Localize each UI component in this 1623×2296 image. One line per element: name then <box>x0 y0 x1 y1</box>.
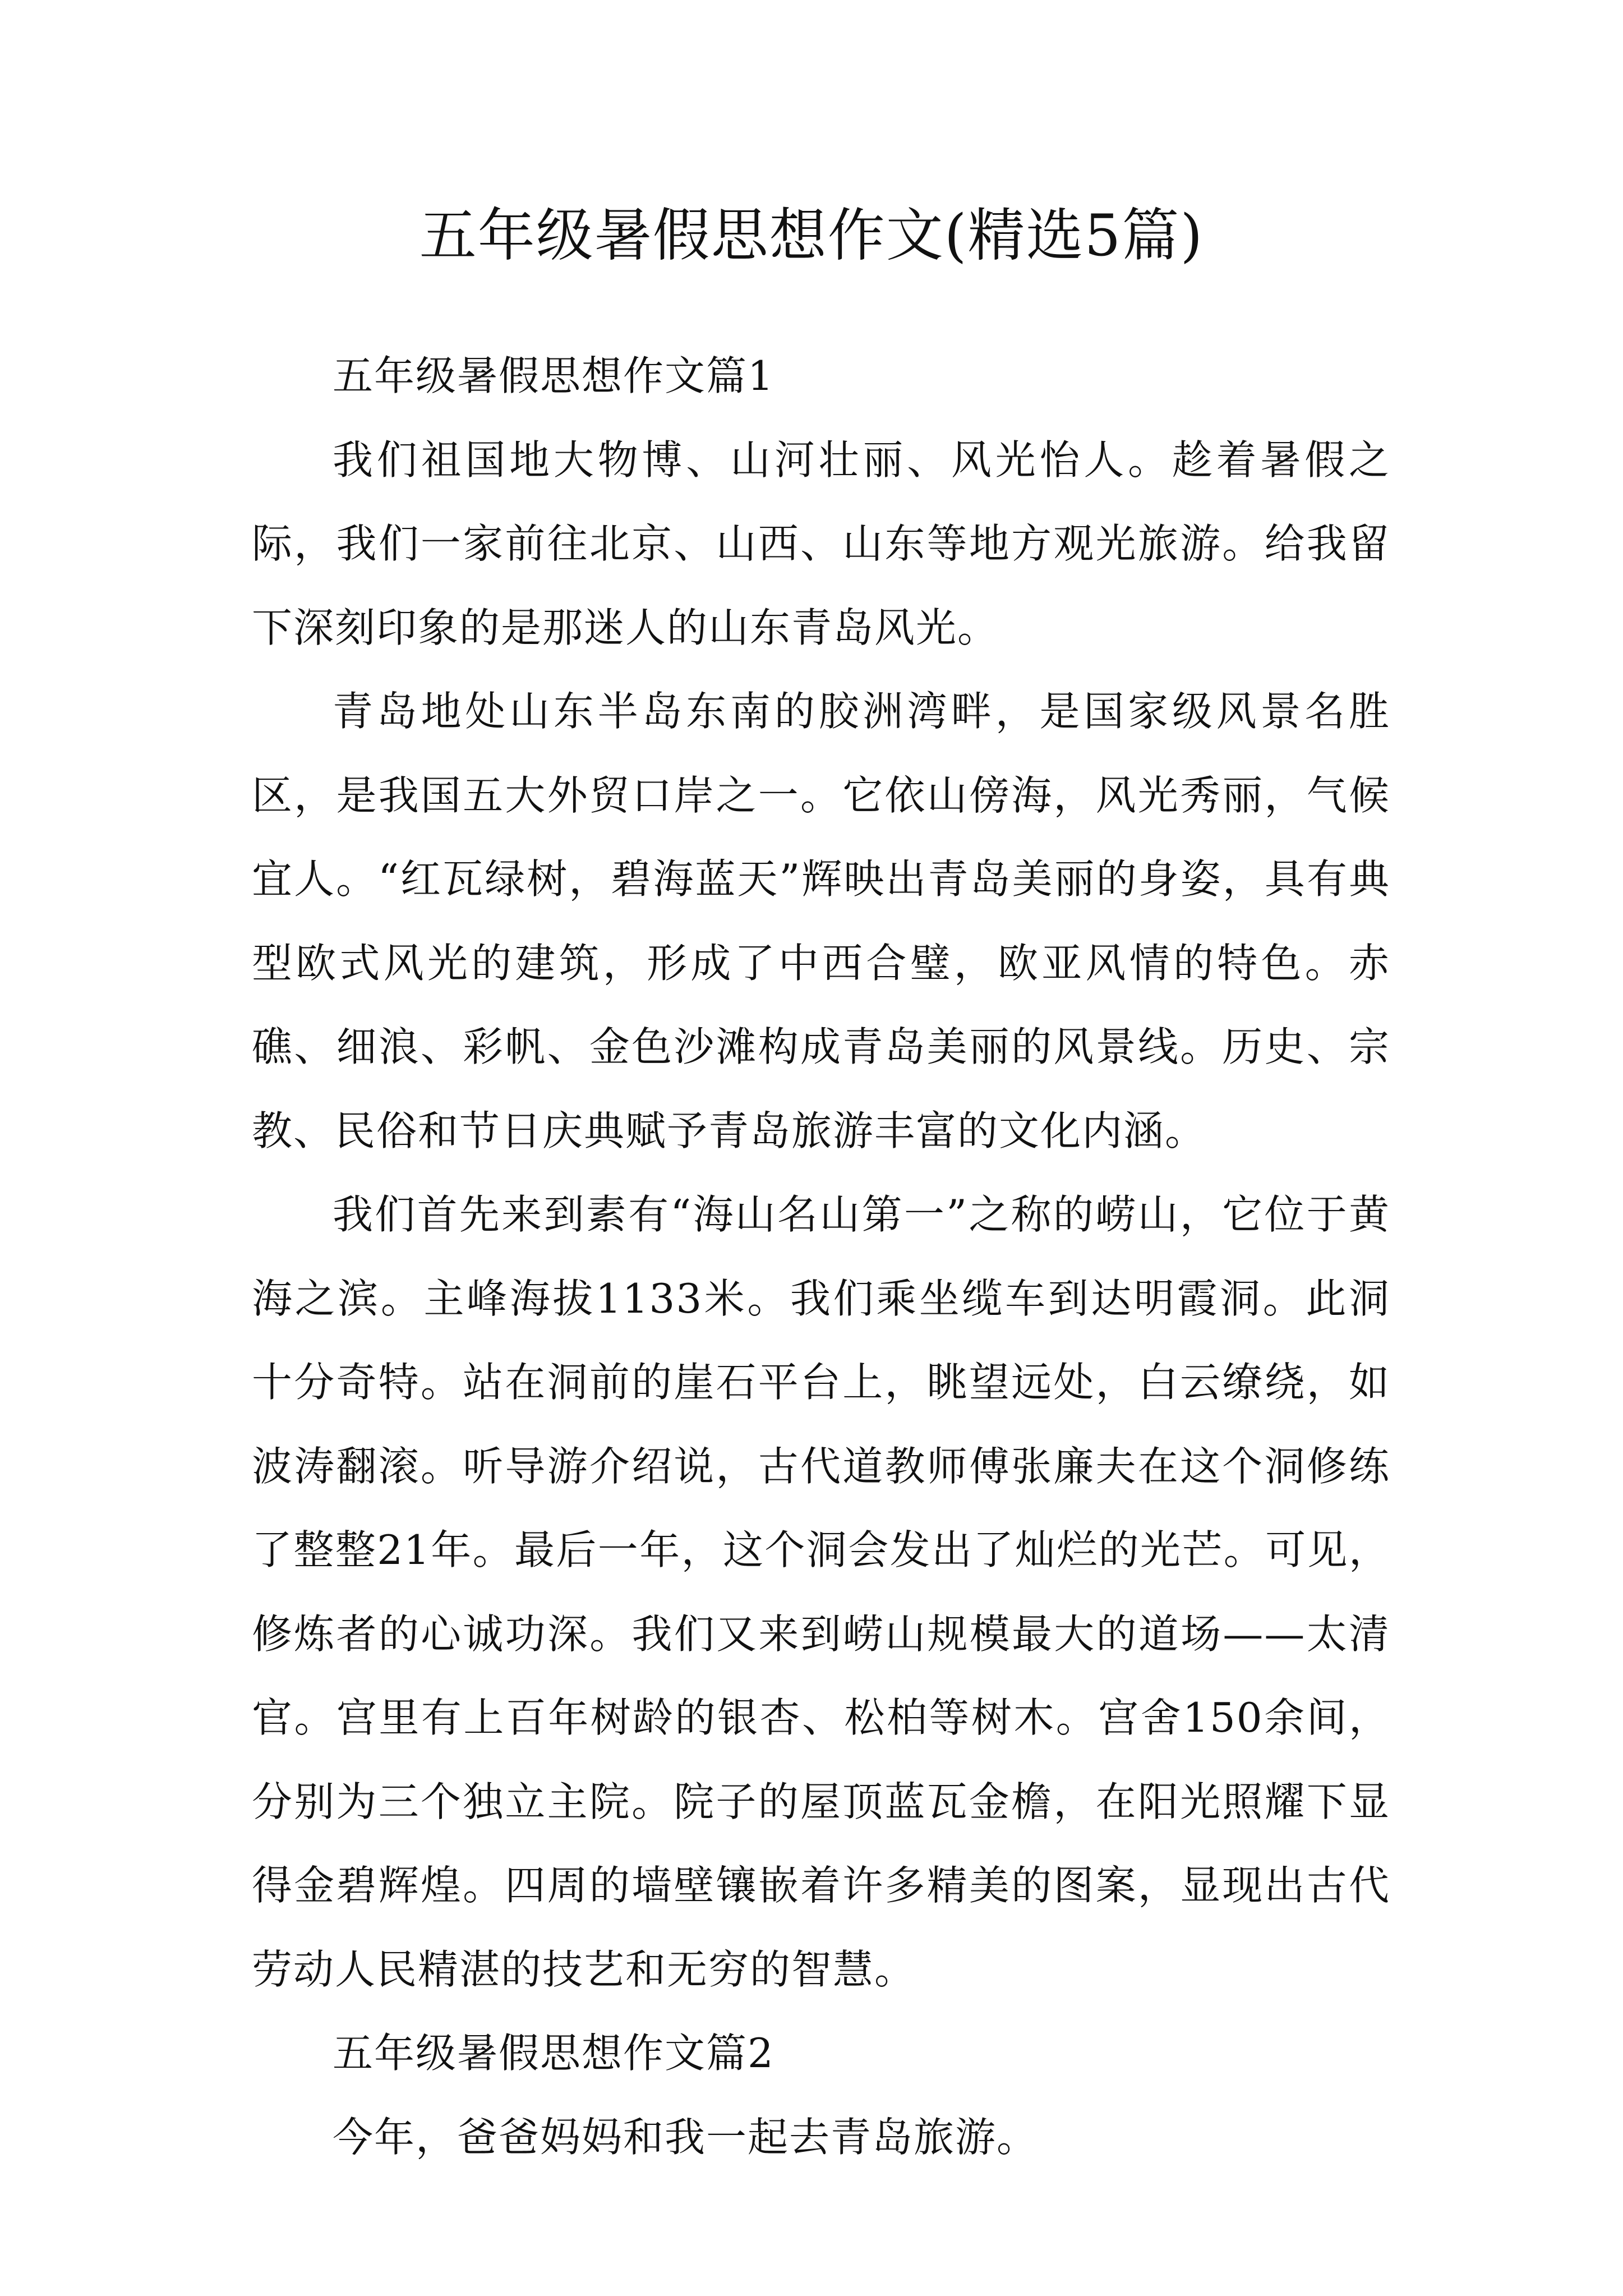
document-title: 五年级暑假思想作文(精选5篇) <box>419 203 1204 269</box>
paragraph: 青岛地处山东半岛东南的胶洲湾畔，是国家级风景名胜区，是我国五大外贸口岸之一。它依山傍海，风光秀丽，气候宜人。“红瓦绿树，碧海蓝天”辉映出青岛美丽的身姿，具有典型欧式风光的建筑，形成了中西合璧，欧亚风情的特色。赤礁、细浪、彩帆、金色沙滩构成青岛美丽的风景线。历史、宗教、民俗和节日庆典赋予青岛旅游丰富的文化内涵。 <box>252 688 1390 1154</box>
paragraph: 我们祖国地大物博、山河壮丽、风光怡人。趁着暑假之际，我们一家前往北京、山西、山东等地方观光旅游。给我留下深刻印象的是那迷人的山东青岛风光。 <box>252 436 1390 651</box>
section-heading-2: 五年级暑假思想作文篇2 <box>333 2030 774 2077</box>
document-body <box>252 334 1390 2179</box>
section-heading-1: 五年级暑假思想作文篇1 <box>333 352 774 399</box>
paragraph: 今年，爸爸妈妈和我一起去青岛旅游。 <box>333 2113 1039 2161</box>
paragraph: 我们首先来到素有“海山名山第一”之称的崂山，它位于黄海之滨。主峰海拔1133米。我们乘坐缆车到达明霞洞。此洞十分奇特。站在洞前的崖石平台上，眺望远处，白云缭绕，如波涛翻滚。听导游介绍说，古代道教师傅张廉夫在这个洞修练了整整21年。最后一年，这个洞会发出了灿烂的光芒。可见，修炼者的心诚功深。我们又来到崂山规模最大的道场——太清官。宫里有上百年树龄的银杏、松柏等树木。宫舍150余间，分别为三个独立主院。院子的屋顶蓝瓦金檐，在阳光照耀下显得金碧辉煌。四周的墙壁镶嵌着许多精美的图案，显现出古代劳动人民精湛的技艺和无穷的智慧。 <box>252 1191 1390 1993</box>
